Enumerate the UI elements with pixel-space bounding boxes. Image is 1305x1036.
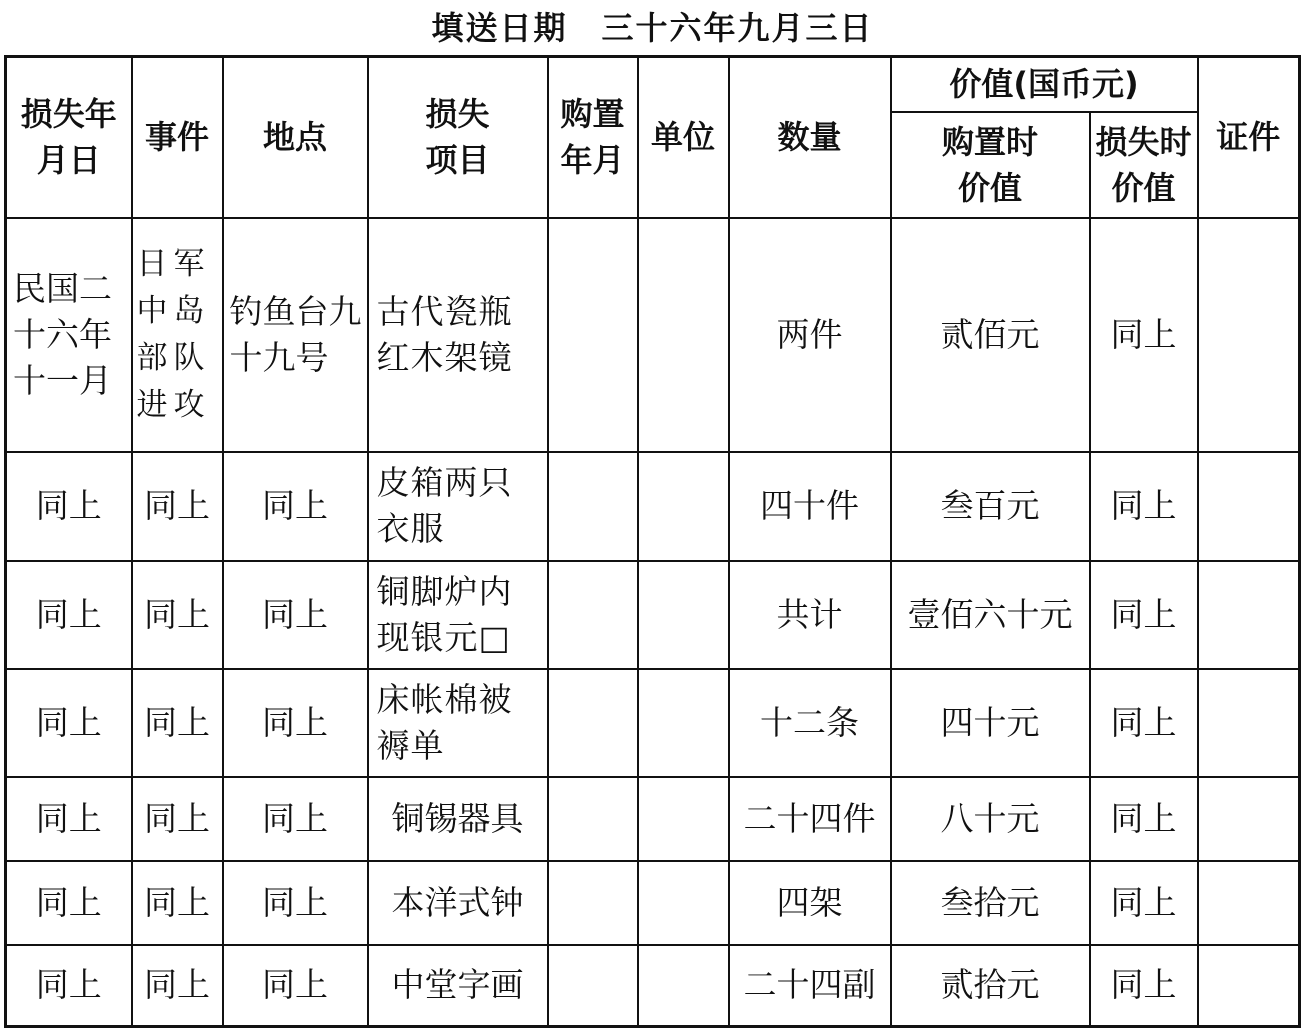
cell-loss-item: 皮箱两只 衣服 xyxy=(368,452,548,561)
cell-place: 同上 xyxy=(223,561,368,669)
cell-value-at-loss: 同上 xyxy=(1090,561,1198,669)
header-quantity: 数量 xyxy=(729,57,891,218)
cell-value-at-loss: 同上 xyxy=(1090,669,1198,777)
cell-evidence xyxy=(1198,218,1300,452)
cell-place: 同上 xyxy=(223,945,368,1027)
cell-loss-date: 同上 xyxy=(6,777,132,861)
header-unit: 单位 xyxy=(638,57,729,218)
cell-quantity: 共计 xyxy=(729,561,891,669)
cell-place: 同上 xyxy=(223,777,368,861)
cell-unit xyxy=(638,561,729,669)
table-row xyxy=(6,945,1300,1027)
cell-event: 日军 中岛 部队 进攻 xyxy=(132,218,223,452)
cell-event: 同上 xyxy=(132,561,223,669)
cell-unit xyxy=(638,861,729,945)
cell-loss-date: 同上 xyxy=(6,669,132,777)
cell-value-at-purchase: 叁百元 xyxy=(891,452,1090,561)
cell-loss-item: 本洋式钟 xyxy=(368,861,548,945)
cell-evidence xyxy=(1198,452,1300,561)
table-row xyxy=(6,777,1300,861)
cell-unit xyxy=(638,669,729,777)
cell-evidence xyxy=(1198,777,1300,861)
cell-loss-date: 同上 xyxy=(6,945,132,1027)
cell-event: 同上 xyxy=(132,945,223,1027)
table-row xyxy=(6,218,1300,452)
cell-loss-date: 同上 xyxy=(6,452,132,561)
cell-value-at-purchase: 叁拾元 xyxy=(891,861,1090,945)
cell-loss-item: 中堂字画 xyxy=(368,945,548,1027)
cell-quantity: 四十件 xyxy=(729,452,891,561)
loss-report-table xyxy=(4,55,1301,1028)
header-evidence: 证件 xyxy=(1198,57,1300,218)
cell-quantity: 两件 xyxy=(729,218,891,452)
cell-purchase-date xyxy=(548,218,638,452)
header-loss-item: 损失 项目 xyxy=(368,57,548,218)
cell-value-at-purchase: 壹佰六十元 xyxy=(891,561,1090,669)
cell-place: 同上 xyxy=(223,452,368,561)
cell-value-at-purchase: 八十元 xyxy=(891,777,1090,861)
cell-value-at-purchase: 贰佰元 xyxy=(891,218,1090,452)
header-value-group: 价值(国币元) xyxy=(891,57,1198,112)
cell-event: 同上 xyxy=(132,777,223,861)
cell-value-at-loss: 同上 xyxy=(1090,945,1198,1027)
table-row xyxy=(6,669,1300,777)
header-value-at-purchase: 购置时 价值 xyxy=(891,112,1090,218)
cell-evidence xyxy=(1198,669,1300,777)
cell-place: 钓鱼台九 十九号 xyxy=(223,218,368,452)
cell-value-at-loss: 同上 xyxy=(1090,861,1198,945)
cell-event: 同上 xyxy=(132,452,223,561)
cell-evidence xyxy=(1198,561,1300,669)
cell-value-at-loss: 同上 xyxy=(1090,452,1198,561)
cell-value-at-purchase: 贰拾元 xyxy=(891,945,1090,1027)
cell-evidence xyxy=(1198,861,1300,945)
cell-event: 同上 xyxy=(132,669,223,777)
table-row xyxy=(6,561,1300,669)
header-value-at-loss: 损失时 价值 xyxy=(1090,112,1198,218)
cell-place: 同上 xyxy=(223,669,368,777)
cell-loss-item: 床帐棉被 褥单 xyxy=(368,669,548,777)
cell-loss-item: 铜锡器具 xyxy=(368,777,548,861)
cell-loss-date: 同上 xyxy=(6,861,132,945)
cell-purchase-date xyxy=(548,452,638,561)
table-row xyxy=(6,861,1300,945)
header-event: 事件 xyxy=(132,57,223,218)
header-place: 地点 xyxy=(223,57,368,218)
cell-unit xyxy=(638,452,729,561)
cell-quantity: 四架 xyxy=(729,861,891,945)
header-purchase-date: 购置 年月 xyxy=(548,57,638,218)
cell-place: 同上 xyxy=(223,861,368,945)
cell-unit xyxy=(638,218,729,452)
cell-loss-item: 古代瓷瓶 红木架镜 xyxy=(368,218,548,452)
header-loss-date: 损失年 月日 xyxy=(6,57,132,218)
cell-value-at-purchase: 四十元 xyxy=(891,669,1090,777)
cell-value-at-loss: 同上 xyxy=(1090,777,1198,861)
cell-quantity: 十二条 xyxy=(729,669,891,777)
cell-purchase-date xyxy=(548,777,638,861)
cell-purchase-date xyxy=(548,561,638,669)
cell-evidence xyxy=(1198,945,1300,1027)
cell-purchase-date xyxy=(548,945,638,1027)
cell-loss-date: 同上 xyxy=(6,561,132,669)
cell-loss-date: 民国二 十六年 十一月 xyxy=(6,218,132,452)
fill-date-heading: 填送日期 三十六年九月三日 xyxy=(431,9,874,47)
cell-value-at-loss: 同上 xyxy=(1090,218,1198,452)
cell-unit xyxy=(638,777,729,861)
table-row xyxy=(6,452,1300,561)
cell-purchase-date xyxy=(548,669,638,777)
cell-purchase-date xyxy=(548,861,638,945)
cell-quantity: 二十四副 xyxy=(729,945,891,1027)
cell-event: 同上 xyxy=(132,861,223,945)
cell-quantity: 二十四件 xyxy=(729,777,891,861)
cell-unit xyxy=(638,945,729,1027)
cell-loss-item: 铜脚炉内 现银元□ xyxy=(368,561,548,669)
